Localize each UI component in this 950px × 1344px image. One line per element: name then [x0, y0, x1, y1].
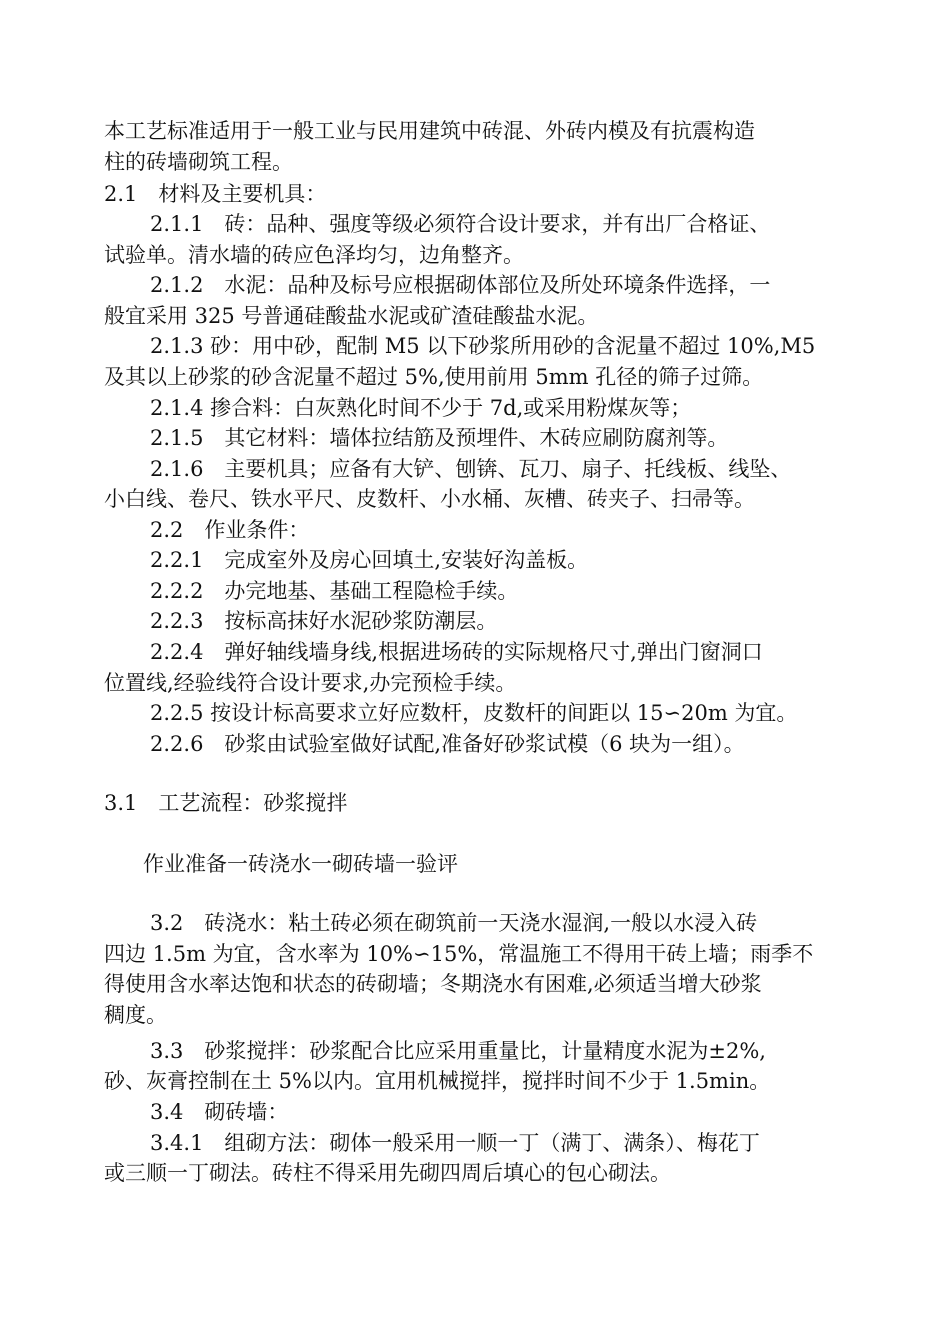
text-line: 柱的砖墙砌筑工程。 [104, 150, 293, 174]
text-line: 3.3 砂浆搅拌：砂浆配合比应采用重量比，计量精度水泥为±2%, [150, 1039, 766, 1063]
text-line: 砂、灰膏控制在土 5%以内。宜用机械搅拌，搅拌时间不少于 1.5min。 [104, 1069, 771, 1093]
section-heading: 3.1 工艺流程：砂浆搅拌 [104, 791, 348, 815]
text-line: 稠度。 [104, 1003, 167, 1027]
text-line: 3.2 砖浇水：粘土砖必须在砌筑前一天浇水湿润,一般以水浸入砖 [150, 911, 758, 935]
section-heading: 2.1 材料及主要机具： [104, 182, 327, 206]
text-line: 位置线,经验线符合设计要求,办完预检手续。 [104, 671, 517, 695]
text-line: 小白线、卷尺、铁水平尺、皮数杆、小水桶、灰槽、砖夹子、扫帚等。 [104, 487, 755, 511]
text-line: 般宜采用 325 号普通硅酸盐水泥或矿渣硅酸盐水泥。 [104, 304, 599, 328]
text-line: 2.2.3 按标高抹好水泥砂浆防潮层。 [150, 609, 498, 633]
text-line: 2.2.6 砂浆由试验室做好试配,准备好砂浆试模（6 块为一组）。 [150, 732, 745, 756]
text-line: 2.1.6 主要机具；应备有大铲、刨锛、瓦刀、扇子、托线板、线坠、 [150, 457, 792, 481]
section-heading: 3.4 砌砖墙： [150, 1100, 289, 1124]
text-line: 2.2.5 按设计标高要求立好应数杆，皮数杆的间距以 15∽20m 为宜。 [150, 701, 798, 725]
text-line: 四边 1.5m 为宜，含水率为 10%∽15%，常温施工不得用干砖上墙；雨季不 [104, 942, 814, 966]
text-line: 2.1.4 掺合料：白灰熟化时间不少于 7d,或采用粉煤灰等； [150, 396, 692, 420]
text-line: 2.2.1 完成室外及房心回填土,安装好沟盖板。 [150, 548, 589, 572]
text-line: 2.1.1 砖：品种、强度等级必须符合设计要求，并有出厂合格证、 [150, 212, 771, 236]
text-line: 试验单。清水墙的砖应色泽均匀，边角整齐。 [104, 243, 524, 267]
text-line: 及其以上砂浆的砂含泥量不超过 5%,使用前用 5mm 孔径的筛子过筛。 [104, 365, 764, 389]
text-line: 2.1.2 水泥：品种及标号应根据砌体部位及所处环境条件选择，一 [150, 273, 771, 297]
text-line: 本工艺标准适用于一般工业与民用建筑中砖混、外砖内模及有抗震构造 [104, 119, 755, 143]
section-heading: 2.2 作业条件： [150, 518, 310, 542]
text-line: 2.2.2 办完地基、基础工程隐检手续。 [150, 579, 519, 603]
text-line: 得使用含水率达饱和状态的砖砌墙；冬期浇水有困难,必须适当增大砂浆 [104, 972, 762, 996]
process-flow: 作业准备一砖浇水一砌砖墙一验评 [143, 852, 458, 876]
text-line: 或三顺一丁砌法。砖柱不得采用先砌四周后填心的包心砌法。 [104, 1161, 671, 1185]
text-line: 3.4.1 组砌方法：砌体一般采用一顺一丁（满丁、满条）、梅花丁 [150, 1131, 760, 1155]
text-line: 2.1.3 砂：用中砂，配制 M5 以下砂浆所用砂的含泥量不超过 10%,M5 [150, 334, 816, 358]
text-line: 2.2.4 弹好轴线墙身线,根据进场砖的实际规格尺寸,弹出门窗洞口 [150, 640, 763, 664]
text-line: 2.1.5 其它材料：墙体拉结筋及预埋件、木砖应刷防腐剂等。 [150, 426, 729, 450]
